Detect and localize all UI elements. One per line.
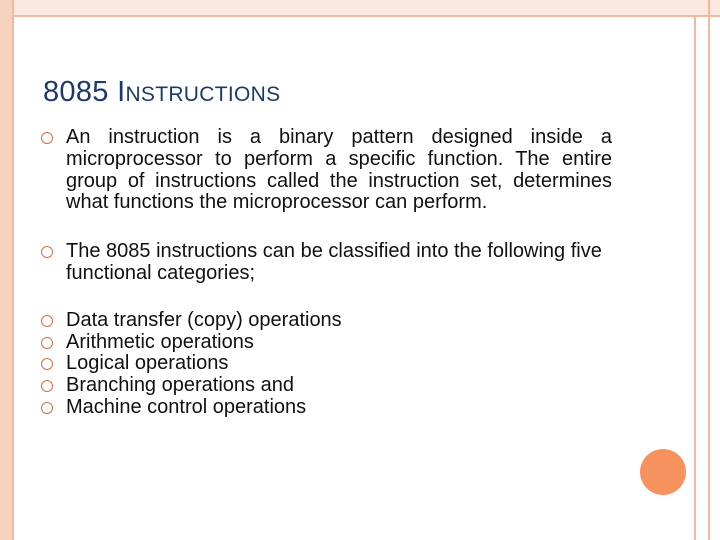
bullet-circle-icon xyxy=(41,315,53,327)
frame-top-band xyxy=(12,0,720,15)
title-prefix: 8085 I xyxy=(43,76,126,108)
paragraph-item xyxy=(40,241,612,285)
bullet-circle-icon xyxy=(41,246,53,258)
bullet-circle-icon xyxy=(41,358,53,370)
frame-line-top xyxy=(12,15,720,17)
paragraph-text: An instruction is a binary pattern designed inside a microprocessor to perform a specific function. The entire group of instructions called the instruction set, determines what functions the microprocessor can perform. xyxy=(66,126,612,214)
list-item xyxy=(40,397,612,419)
category-text: Data transfer (copy) operations xyxy=(66,308,342,331)
bullet-circle-icon xyxy=(41,402,53,414)
frame-line-left xyxy=(12,0,14,540)
title-rest: NSTRUCTIONS xyxy=(125,83,281,106)
bullet-circle-icon xyxy=(41,380,53,392)
frame-left-band xyxy=(0,0,12,540)
category-text: Arithmetic operations xyxy=(66,330,254,353)
list-item xyxy=(40,310,612,332)
slide-title xyxy=(43,76,280,109)
list-item xyxy=(40,353,612,375)
frame-line-right-outer xyxy=(694,17,696,540)
paragraph-item xyxy=(40,127,612,214)
list-item xyxy=(40,332,612,354)
category-text: Machine control operations xyxy=(66,395,307,418)
list-item xyxy=(40,375,612,397)
category-text: Branching operations and xyxy=(66,374,294,397)
category-text: Logical operations xyxy=(66,352,229,375)
bullet-circle-icon xyxy=(41,337,53,349)
decorative-circle xyxy=(640,449,686,495)
paragraph-text: The 8085 instructions can be classified into the following five functional categories; xyxy=(66,240,602,284)
frame-line-right-inner xyxy=(708,0,710,540)
bullet-circle-icon xyxy=(41,132,53,144)
slide-content xyxy=(40,127,612,419)
